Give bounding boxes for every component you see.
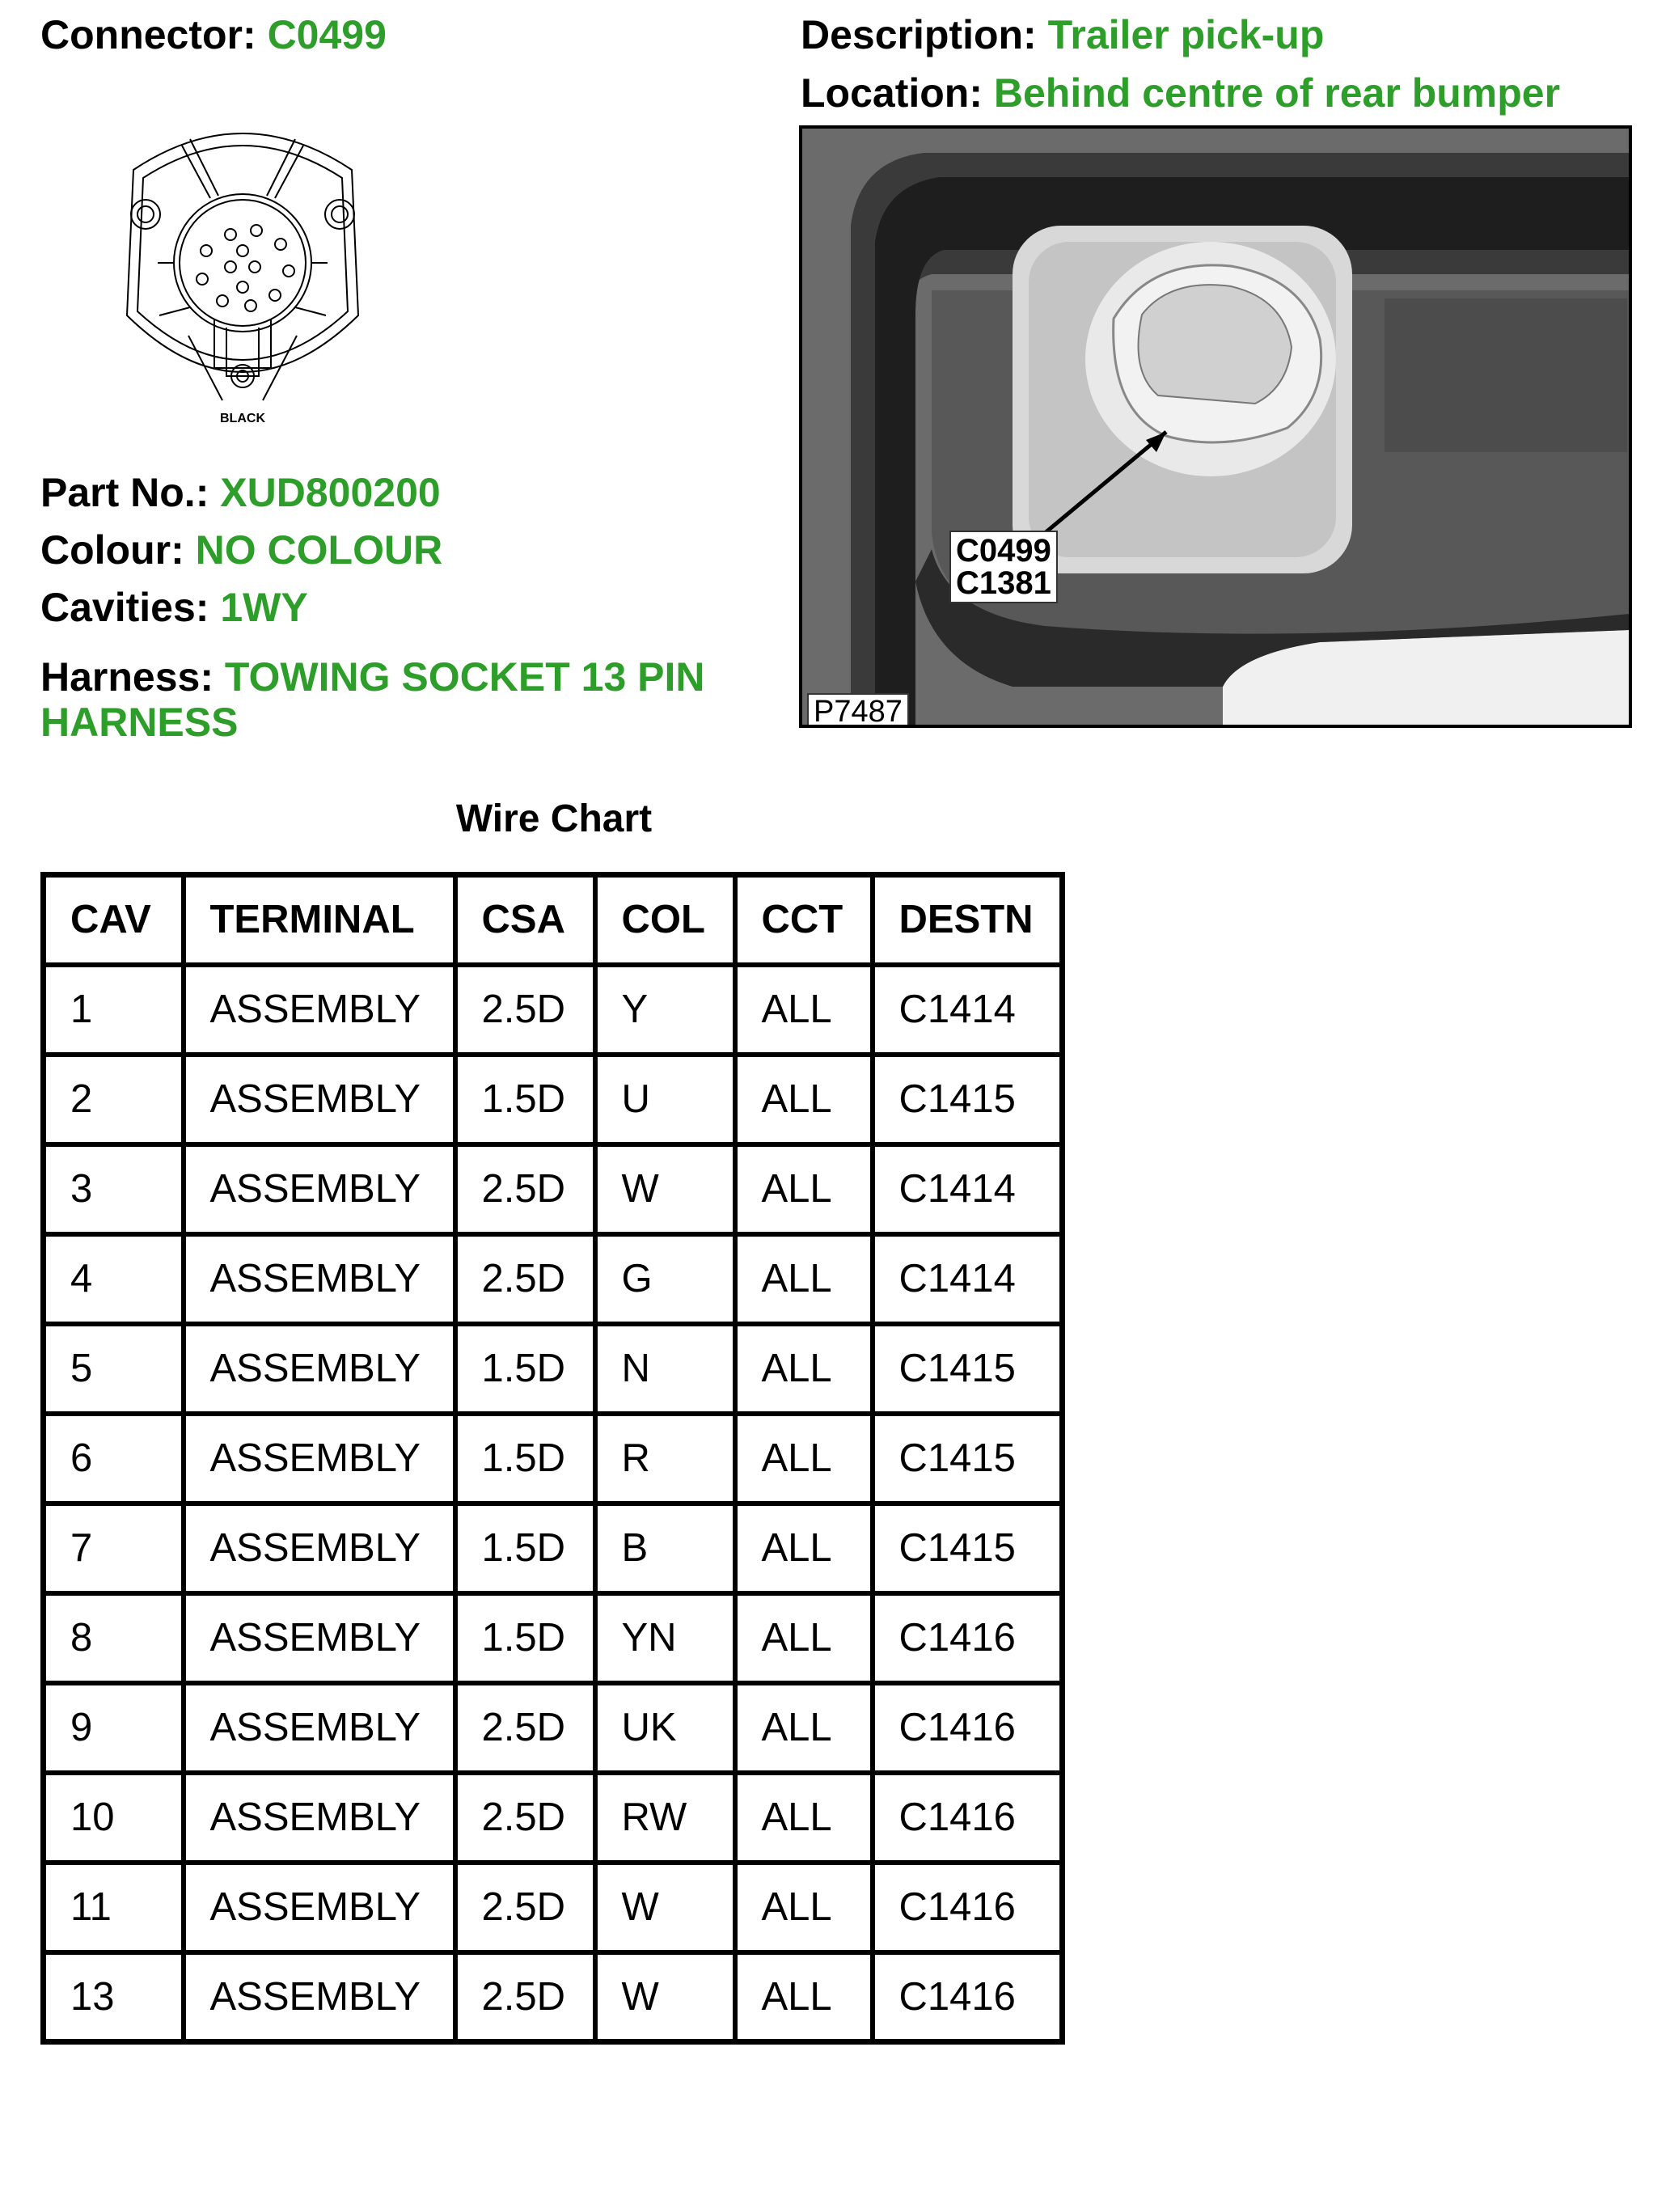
cct-cell: ALL [735,1324,873,1414]
destn-cell: C1414 [873,1144,1063,1234]
destn-cell: C1415 [873,1504,1063,1593]
part-number-field [40,469,441,516]
cct-cell: ALL [735,965,873,1055]
col-cell: N [595,1324,735,1414]
terminal-cell: ASSEMBLY [184,965,455,1055]
harness-label: Harness: [40,654,214,700]
table-row [44,1234,1063,1324]
description-value: Trailer pick-up [1047,12,1325,57]
column-header: CAV [44,875,184,965]
cav-cell: 8 [44,1593,184,1683]
colour-value: NO COLOUR [195,527,443,573]
col-cell: YN [595,1593,735,1683]
destn-cell: C1414 [873,1234,1063,1324]
col-cell: UK [595,1683,735,1773]
cct-cell: ALL [735,1055,873,1144]
destn-cell: C1414 [873,965,1063,1055]
column-header: DESTN [873,875,1063,965]
col-cell: RW [595,1773,735,1863]
cav-cell: 6 [44,1414,184,1504]
harness-value-line2: HARNESS [40,700,239,745]
col-cell: G [595,1234,735,1324]
location-field [801,70,1560,116]
part-number-label: Part No.: [40,470,209,515]
destn-cell: C1416 [873,1952,1063,2042]
csa-cell: 1.5D [455,1593,595,1683]
csa-cell: 2.5D [455,1773,595,1863]
wire-chart-header-row [44,875,1063,965]
part-number-value: XUD800200 [220,470,441,515]
wire-chart-table [40,872,1065,2045]
photo-reference-id: P7487 [807,693,909,728]
cav-cell: 2 [44,1055,184,1144]
destn-cell: C1415 [873,1055,1063,1144]
cct-cell: ALL [735,1414,873,1504]
harness-field-continued [40,699,238,746]
csa-cell: 2.5D [455,965,595,1055]
connector-colour-mark: BLACK [220,412,265,425]
description-field [801,11,1324,58]
connector-field [40,11,387,58]
terminal-cell: ASSEMBLY [184,1504,455,1593]
csa-cell: 1.5D [455,1055,595,1144]
cct-cell: ALL [735,1234,873,1324]
col-cell: W [595,1863,735,1952]
cav-cell: 13 [44,1952,184,2042]
terminal-cell: ASSEMBLY [184,1952,455,2042]
destn-cell: C1415 [873,1324,1063,1414]
connector-label: Connector: [40,12,256,57]
cct-cell: ALL [735,1773,873,1863]
column-header: CCT [735,875,873,965]
cct-cell: ALL [735,1504,873,1593]
cct-cell: ALL [735,1683,873,1773]
cav-cell: 9 [44,1683,184,1773]
harness-field [40,653,705,700]
terminal-cell: ASSEMBLY [184,1773,455,1863]
csa-cell: 2.5D [455,1683,595,1773]
connector-value: C0499 [267,12,387,57]
table-row [44,1952,1063,2042]
location-photo [799,125,1632,728]
terminal-cell: ASSEMBLY [184,1683,455,1773]
csa-cell: 1.5D [455,1504,595,1593]
location-value: Behind centre of rear bumper [993,70,1561,116]
terminal-cell: ASSEMBLY [184,1234,455,1324]
col-cell: B [595,1504,735,1593]
col-cell: U [595,1055,735,1144]
csa-cell: 1.5D [455,1414,595,1504]
bumper-illustration [802,129,1629,725]
cct-cell: ALL [735,1952,873,2042]
col-cell: Y [595,965,735,1055]
cct-cell: ALL [735,1144,873,1234]
table-row [44,1055,1063,1144]
terminal-cell: ASSEMBLY [184,1055,455,1144]
column-header: TERMINAL [184,875,455,965]
cav-cell: 11 [44,1863,184,1952]
terminal-cell: ASSEMBLY [184,1414,455,1504]
destn-cell: C1415 [873,1414,1063,1504]
col-cell: W [595,1952,735,2042]
cav-cell: 3 [44,1144,184,1234]
csa-cell: 2.5D [455,1863,595,1952]
terminal-cell: ASSEMBLY [184,1593,455,1683]
cavities-field [40,584,308,631]
harness-value-line1: TOWING SOCKET 13 PIN [224,654,705,700]
column-header: COL [595,875,735,965]
description-label: Description: [801,12,1037,57]
col-cell: R [595,1414,735,1504]
cct-cell: ALL [735,1593,873,1683]
col-cell: W [595,1144,735,1234]
destn-cell: C1416 [873,1863,1063,1952]
cavities-label: Cavities: [40,585,209,630]
table-row [44,965,1063,1055]
table-row [44,1863,1063,1952]
connector-face-drawing [109,121,376,433]
csa-cell: 2.5D [455,1144,595,1234]
table-row [44,1593,1063,1683]
terminal-cell: ASSEMBLY [184,1324,455,1414]
table-row [44,1773,1063,1863]
table-row [44,1683,1063,1773]
cav-cell: 1 [44,965,184,1055]
csa-cell: 2.5D [455,1952,595,2042]
terminal-cell: ASSEMBLY [184,1144,455,1234]
cct-cell: ALL [735,1863,873,1952]
destn-cell: C1416 [873,1683,1063,1773]
colour-label: Colour: [40,527,184,573]
wire-chart-title: Wire Chart [455,797,653,840]
cav-cell: 10 [44,1773,184,1863]
destn-cell: C1416 [873,1773,1063,1863]
table-row [44,1504,1063,1593]
table-row [44,1324,1063,1414]
csa-cell: 1.5D [455,1324,595,1414]
cav-cell: 4 [44,1234,184,1324]
destn-cell: C1416 [873,1593,1063,1683]
photo-callout-label: C0499 C1381 [949,531,1058,603]
table-row [44,1144,1063,1234]
cav-cell: 5 [44,1324,184,1414]
terminal-cell: ASSEMBLY [184,1863,455,1952]
column-header: CSA [455,875,595,965]
cavities-value: 1WY [220,585,308,630]
location-label: Location: [801,70,983,116]
cav-cell: 7 [44,1504,184,1593]
table-row [44,1414,1063,1504]
csa-cell: 2.5D [455,1234,595,1324]
colour-field [40,527,442,573]
